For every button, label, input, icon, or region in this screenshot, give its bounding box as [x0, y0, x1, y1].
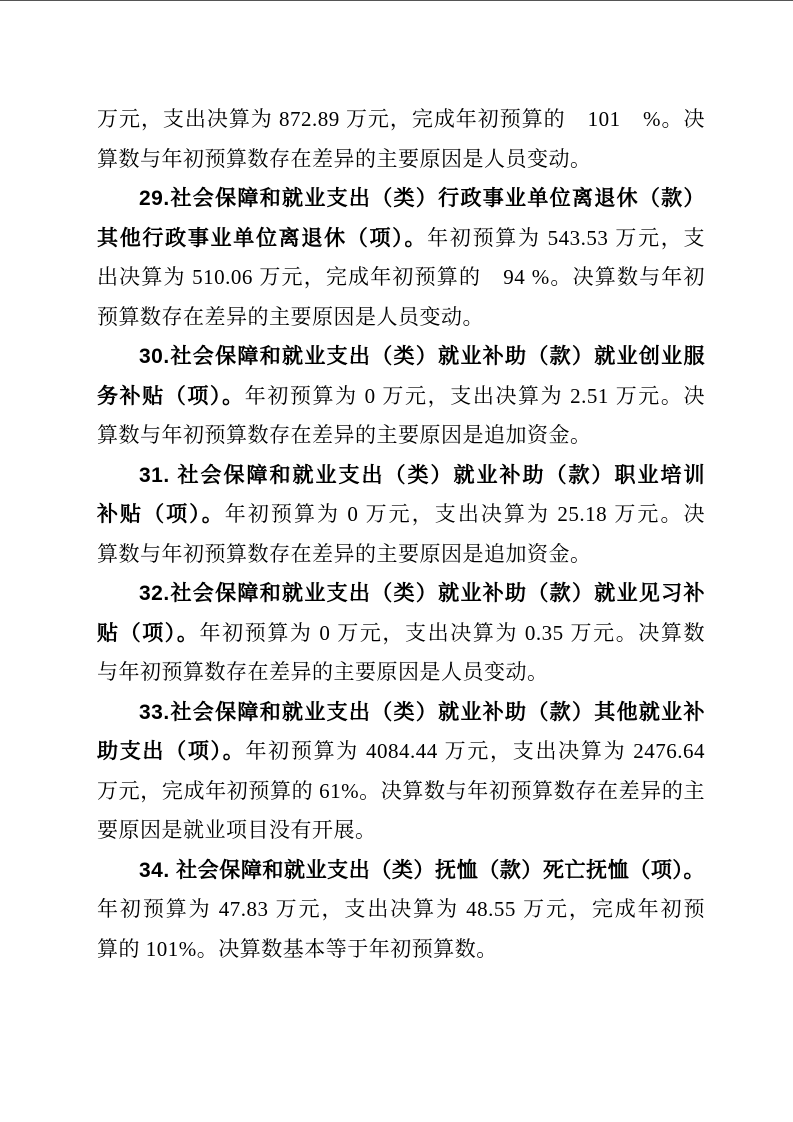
- text-line: [97, 100, 705, 140]
- heading-segment: 务补贴（项）。: [97, 384, 245, 408]
- text-line: [97, 377, 705, 417]
- text-line: [97, 337, 705, 377]
- body-segment: 预算数存在差异的主要原因是人员变动。: [97, 304, 484, 329]
- body-segment: 与年初预算数存在差异的主要原因是人员变动。: [97, 660, 549, 684]
- body-segment: 出决算为 510.06 万元，完成年初预算的 94 %。决算数与年初: [97, 265, 705, 289]
- paragraph-item-33: [97, 693, 705, 851]
- heading-segment: 贴（项）。: [97, 621, 200, 645]
- body-segment: 算数与年初预算数存在差异的主要原因是追加资金。: [97, 541, 592, 566]
- heading-segment: 其他行政事业单位离退休（项）。: [97, 226, 428, 250]
- text-line: [97, 456, 705, 496]
- body-segment: 要原因是就业项目没有开展。: [97, 818, 377, 842]
- text-line: [97, 930, 705, 970]
- body-segment: 算的 101%。决算数基本等于年初预算数。: [97, 936, 498, 961]
- text-line: [97, 890, 705, 930]
- body-segment: 年初预算为 0 万元，支出决算为 25.18 万元。决: [224, 502, 706, 526]
- heading-segment: 31. 社会保障和就业支出（类）就业补助（款）职业培训: [139, 463, 705, 487]
- paragraph-item-32: [97, 574, 705, 693]
- body-segment: 万元，支出决算为 872.89 万元，完成年初预算的 101 %。决: [97, 107, 705, 131]
- page-top-edge-line: [0, 0, 793, 1]
- text-line: [97, 140, 705, 180]
- text-line: [97, 258, 705, 298]
- heading-segment: 34. 社会保障和就业支出（类）抚恤（款）死亡抚恤（项）。: [139, 858, 705, 882]
- text-line: [97, 416, 705, 456]
- body-segment: 万元，完成年初预算的 61%。决算数与年初预算数存在差异的主: [97, 778, 705, 803]
- paragraph-item-34: [97, 851, 705, 970]
- text-line: [97, 219, 705, 259]
- text-line: [97, 693, 705, 733]
- heading-segment: 助支出（项）。: [97, 740, 246, 763]
- paragraph-item-30: [97, 337, 705, 456]
- text-line: [97, 811, 705, 851]
- text-line: [97, 614, 705, 654]
- text-line: [97, 535, 705, 575]
- body-segment: 算数与年初预算数存在差异的主要原因是追加资金。: [97, 423, 592, 447]
- body-segment: 年初预算为 47.83 万元，支出决算为 48.55 万元，完成年初预: [97, 897, 705, 921]
- body-segment: 年初预算为 0 万元，支出决算为 0.35 万元。决算数: [199, 620, 706, 645]
- paragraph-item-31: [97, 456, 705, 575]
- paragraph-continuation: [97, 100, 705, 179]
- heading-segment: 补贴（项）。: [97, 503, 225, 526]
- text-line: [97, 653, 705, 693]
- body-segment: 年初预算为 4084.44 万元，支出决算为 2476.64: [245, 739, 706, 763]
- heading-segment: 30.社会保障和就业支出（类）就业补助（款）就业创业服: [139, 345, 705, 368]
- paragraph-item-29: [97, 179, 705, 337]
- heading-segment: 33.社会保障和就业支出（类）就业补助（款）其他就业补: [139, 700, 705, 724]
- text-line: [97, 851, 705, 891]
- body-segment: 年初预算为 543.53 万元，支: [427, 225, 706, 250]
- text-line: [97, 495, 705, 535]
- text-line: [97, 574, 705, 614]
- heading-segment: 29.社会保障和就业支出（类）行政事业单位离退休（款）: [139, 187, 705, 210]
- heading-segment: 32.社会保障和就业支出（类）就业补助（款）就业见习补: [139, 582, 705, 605]
- body-segment: 年初预算为 0 万元，支出决算为 2.51 万元。决: [244, 383, 706, 408]
- text-line: [97, 772, 705, 812]
- text-line: [97, 179, 705, 219]
- text-line: [97, 732, 705, 772]
- body-segment: 算数与年初预算数存在差异的主要原因是人员变动。: [97, 146, 592, 171]
- text-line: [97, 298, 705, 338]
